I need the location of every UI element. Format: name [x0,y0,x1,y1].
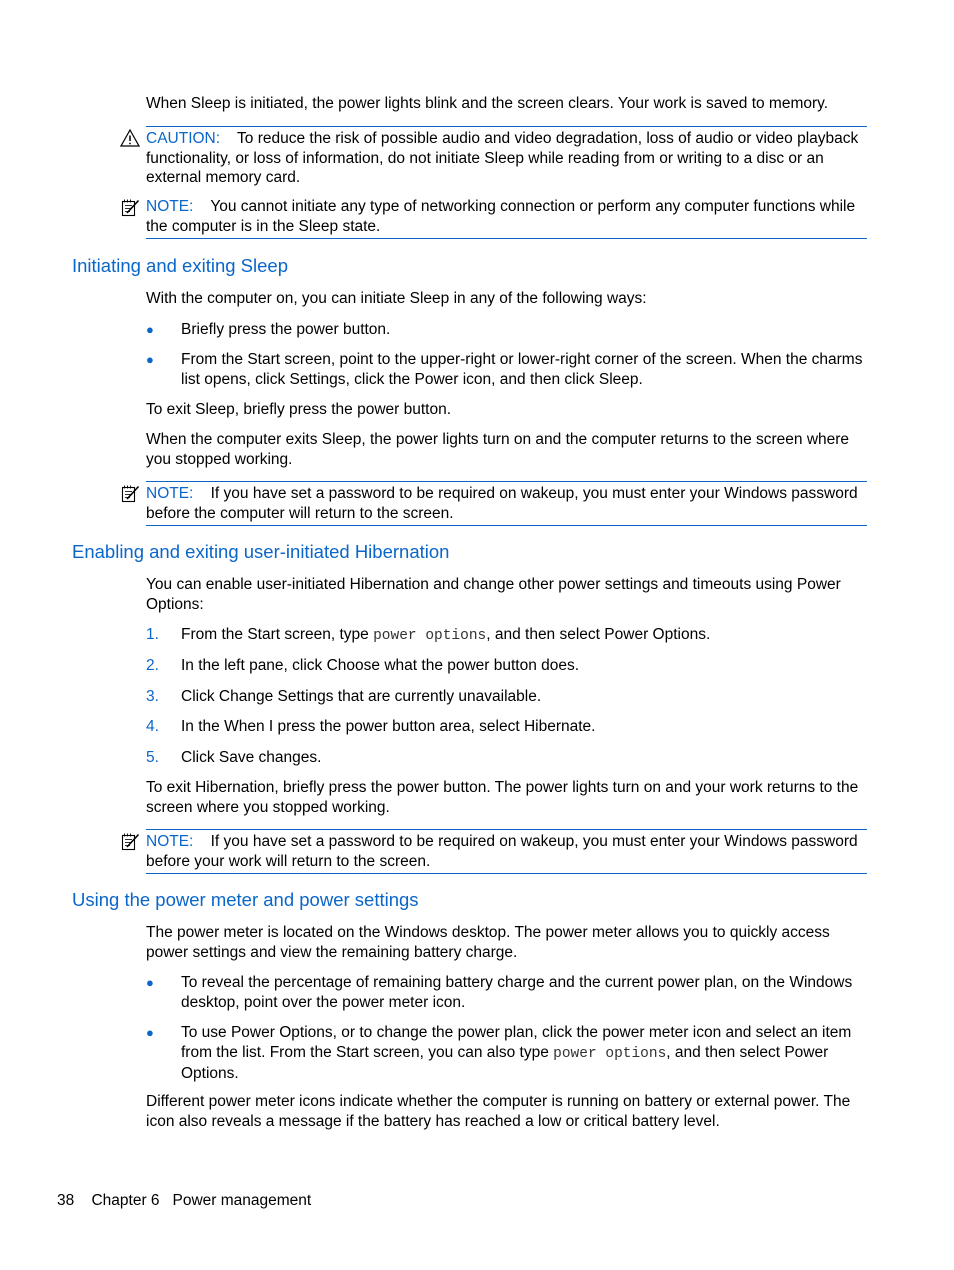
text-run: . [574,657,580,674]
text-run: area, select [435,718,524,735]
text-run: , and then select [666,1044,785,1061]
sleep-intro-paragraph: When Sleep is initiated, the power lights blink and the screen clears. Your work is saved to memory. [146,95,829,112]
list-item [146,973,868,1013]
list-item [146,350,868,390]
step-text [181,687,868,707]
chapter-title: Power management [172,1192,312,1209]
step-text [181,748,868,768]
chapter-label: Chapter 6 [91,1192,160,1209]
note-label: NOTE: [146,833,194,850]
text-run: From the Start screen, type [181,626,374,643]
ui-term: Save changes [218,749,318,766]
hibernation-password-note [146,829,867,874]
list-item [146,1023,868,1084]
typed-command: power options [553,1046,667,1062]
list-item [146,320,868,340]
text-run: , and then select [486,626,605,643]
ui-term: Choose what the power button does [326,657,575,674]
sleep-return-paragraph: When the computer exits Sleep, the power lights turn on and the computer returns to the screen where you stopped working. [146,431,850,468]
note-pad-icon [120,484,140,504]
text-run: . [591,718,596,735]
step-number: 5. [146,749,159,766]
text-run: Click [181,749,219,766]
text-run: To use Power Options, or to change the power plan, click the power meter icon and select an item from the list. From the Start screen, you can also type [181,1024,852,1061]
sleep-section-heading: Initiating and exiting Sleep [72,255,288,276]
bullet-icon: ● [146,975,154,990]
text-run: Click [181,688,219,705]
bullet-icon: ● [146,1025,154,1040]
sleep-exit-paragraph: To exit Sleep, briefly press the power button. [146,401,451,418]
step-text [181,656,868,676]
power-meter-section-heading: Using the power meter and power settings [72,889,419,910]
sleep-lead-paragraph: With the computer on, you can initiate Sleep in any of the following ways: [146,290,647,307]
step-text [181,625,868,646]
text-run: . [536,688,542,705]
numbered-step [146,748,868,768]
numbered-step [146,656,868,676]
note-pad-icon [120,198,140,218]
note-label: NOTE: [146,198,194,215]
caution-notice [146,126,867,188]
page-footer [57,1191,311,1211]
ui-term-power: Power [414,371,459,388]
text-run: In the [181,718,225,735]
list-item-text: To reveal the percentage of remaining battery charge and the current power plan, on the Windows desktop, point over the power meter icon. [181,974,853,1011]
ui-term: Power Options [181,1044,829,1082]
list-item-text: Briefly press the power button. [181,321,391,338]
note-pad-icon [120,832,140,852]
step-number: 3. [146,688,159,705]
step-number: 2. [146,657,159,674]
step-text [181,717,868,737]
step-number: 4. [146,718,159,735]
note-text: If you have set a password to be required on wakeup, you must enter your Windows password before your work will return to the screen. [146,833,858,870]
hibernation-lead-paragraph: You can enable user-initiated Hibernation and change other power settings and timeouts using Power Options: [146,576,841,613]
text-run: , click the [345,371,415,388]
page-number: 38 [57,1192,75,1209]
power-meter-closing-paragraph: Different power meter icons indicate whether the computer is running on battery or external power. The icon also reveals a message if the battery has reached a low or critical battery level. [146,1093,851,1130]
list-item-text [181,350,868,390]
note-text: If you have set a password to be required on wakeup, you must enter your Windows password before the computer will return to the screen. [146,485,858,522]
bullet-icon: ● [146,352,154,367]
numbered-step [146,687,868,707]
sleep-password-note [146,481,867,526]
caution-text: To reduce the risk of possible audio and video degradation, loss of audio or video playback functionality, or loss of information, do not initiate Sleep while reading from or writing to a disc or an external memory card. [146,130,859,186]
text-run: In the left pane, click [181,657,327,674]
numbered-step [146,625,868,646]
hibernation-section-heading: Enabling and exiting user-initiated Hibernation [72,541,450,562]
text-run: From the Start screen, point to the upper-right or lower-right corner of the screen. When the charms list opens, click [181,351,863,388]
ui-term-sleep: Sleep [598,371,639,388]
caution-label: CAUTION: [146,130,221,147]
text-run: . [638,371,643,388]
note-text: You cannot initiate any type of networking connection or perform any computer functions while the computer is in the Sleep state. [146,198,856,235]
ui-term: When I press the power button [224,718,436,735]
numbered-step [146,717,868,737]
ui-term-settings: Settings [289,371,346,388]
ui-term: Hibernate [523,718,592,735]
power-meter-lead-paragraph: The power meter is located on the Windows desktop. The power meter allows you to quickly access power settings and view the remaining battery charge. [146,924,830,961]
step-number: 1. [146,626,159,643]
list-item-text [181,1023,868,1084]
ui-term: Power Options [604,626,706,643]
text-run: . [705,626,711,643]
networking-note [146,197,867,239]
caution-triangle-icon [120,128,140,148]
hibernation-exit-paragraph: To exit Hibernation, briefly press the power button. The power lights turn on and your work returns to the screen where you stopped working. [146,779,859,816]
note-label: NOTE: [146,485,194,502]
typed-command: power options [373,628,487,644]
text-run: icon, and then click [458,371,599,388]
ui-term: Change Settings that are currently unavailable [218,688,537,705]
text-run: . [317,749,322,766]
bullet-icon: ● [146,322,154,337]
text-run: . [234,1065,239,1082]
